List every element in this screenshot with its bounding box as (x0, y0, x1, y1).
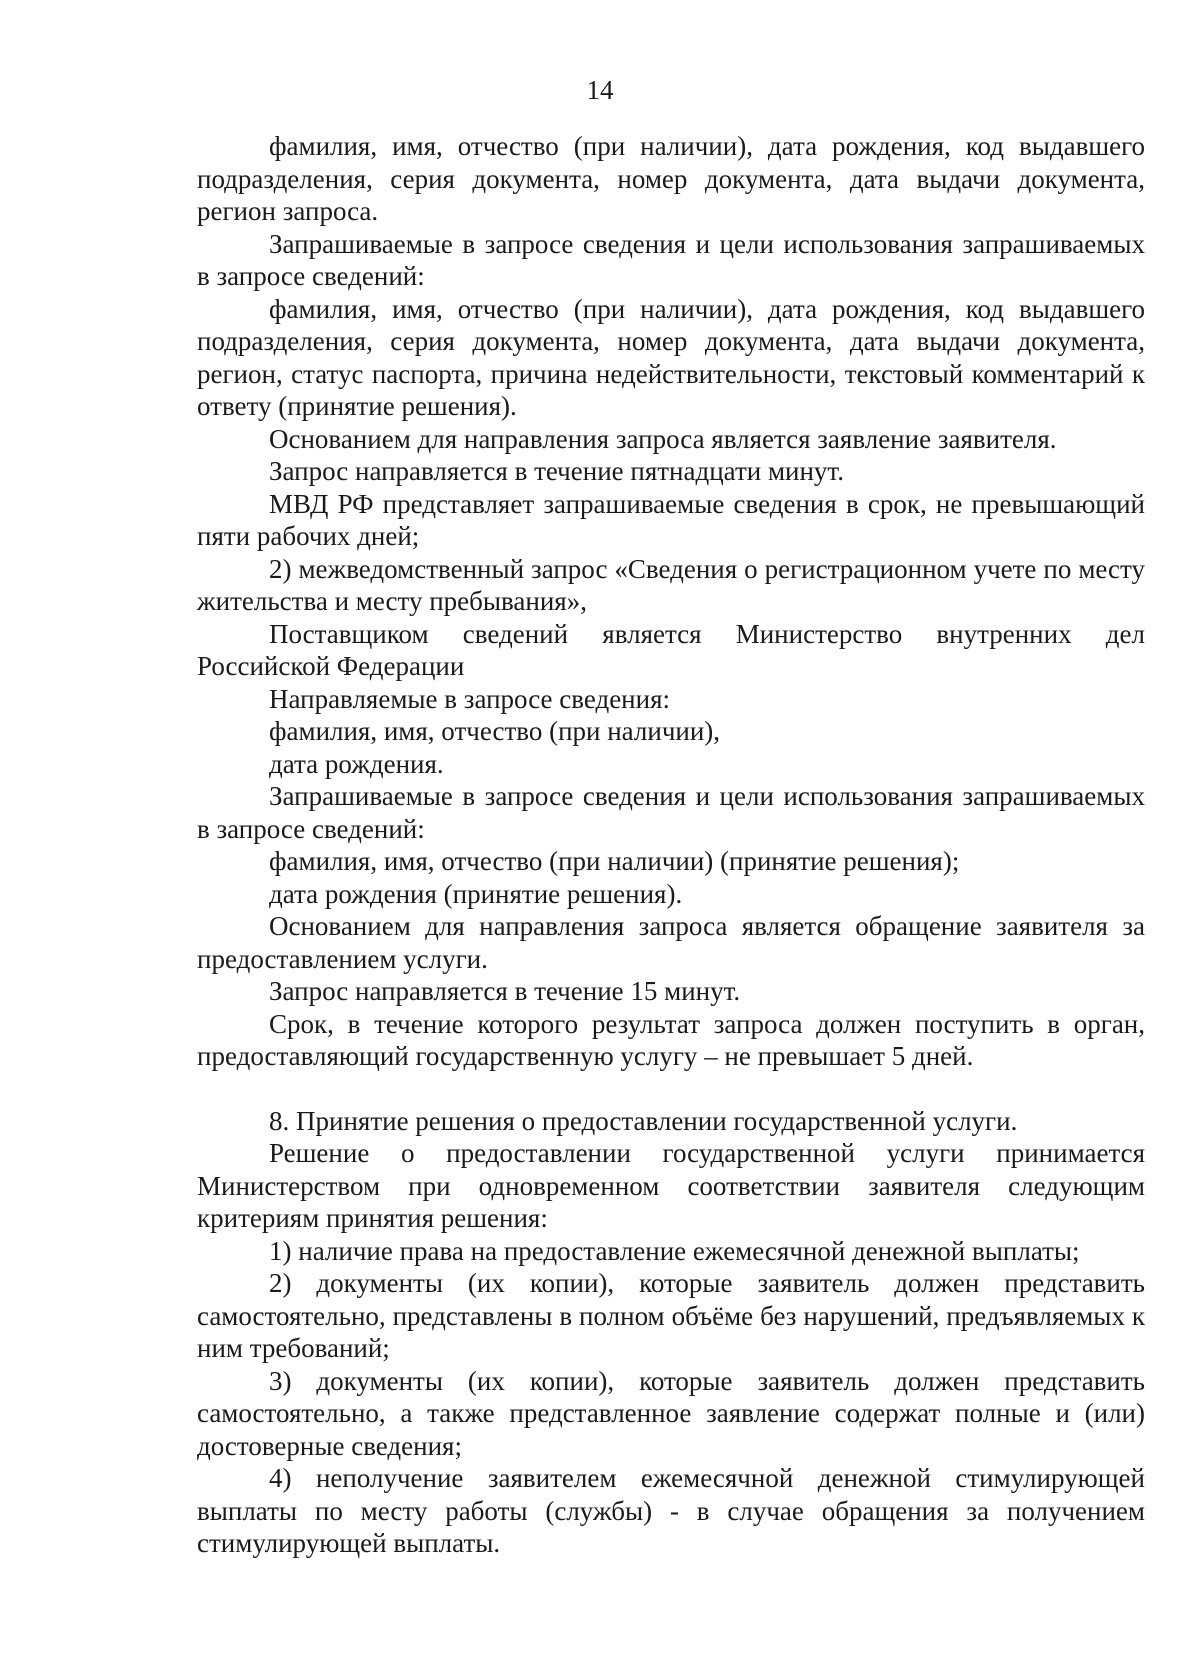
section-heading: 8. Принятие решения о предоставлении государственной услуги. (269, 1105, 1018, 1136)
document-body (197, 130, 1145, 1560)
paragraph: Запрос направляется в течение 15 минут. (269, 976, 741, 1006)
paragraph: МВД РФ представляет запрашиваемые сведения в срок, не превышающий пяти рабочих дней; (197, 488, 1145, 551)
paragraph: 1) наличие права на предоставление ежемесячной денежной выплаты; (269, 1235, 1080, 1266)
paragraph: Решение о предоставлении государственной услуги принимается Министерством при одновременном соответствии заявителя следующим критериям принятия решения: (197, 1138, 1145, 1233)
paragraph: Направляемые в запросе сведения: (269, 683, 670, 714)
paragraph: Поставщиком сведений является Министерство внутренних дел Российской Федерации (197, 618, 1145, 681)
paragraph: фамилия, имя, отчество (при наличии), (269, 716, 721, 746)
paragraph: 4) неполучение заявителем ежемесячной денежной стимулирующей выплаты по месту работы (службы) - в случае обращения за получением стимулирующей выплаты. (197, 1463, 1145, 1558)
page-number: 14 (586, 75, 614, 105)
paragraph: Срок, в течение которого результат запроса должен поступить в орган, предоставляющий государственную услугу – не превышает 5 дней. (197, 1008, 1145, 1071)
paragraph: Основанием для направления запроса является обращение заявителя за предоставлением услуги. (197, 911, 1145, 974)
paragraph: Запрашиваемые в запросе сведения и цели использования запрашиваемых в запросе сведений: (197, 781, 1145, 844)
paragraph: 2) документы (их копии), которые заявитель должен представить самостоятельно, представлены в полном объёме без нарушений, предъявляемых к ним требований; (197, 1268, 1145, 1363)
paragraph: Запрос направляется в течение пятнадцати минут. (269, 456, 844, 486)
paragraph: 2) межведомственный запрос «Сведения о регистрационном учете по месту жительства и месту пребывания», (197, 553, 1145, 616)
paragraph: 3) документы (их копии), которые заявитель должен представить самостоятельно, а также представленное заявление содержат полные и (или) достоверные сведения; (197, 1365, 1145, 1461)
paragraph: фамилия, имя, отчество (при наличии), дата рождения, код выдавшего подразделения, серия документа, номер документа, дата выдачи документа, регион, статус паспорта, причина недействительности, текстовый комментарий к ответу (принятие решения). (197, 293, 1145, 421)
paragraph: дата рождения (принятие решения). (269, 878, 683, 909)
paragraph: фамилия, имя, отчество (при наличии) (принятие решения); (269, 846, 960, 876)
paragraph: Запрашиваемые в запросе сведения и цели использования запрашиваемых в запросе сведений: (197, 228, 1145, 291)
paragraph: Основанием для направления запроса является заявление заявителя. (269, 423, 1057, 454)
paragraph: дата рождения. (269, 748, 444, 779)
paragraph: фамилия, имя, отчество (при наличии), дата рождения, код выдавшего подразделения, серия документа, номер документа, дата выдачи документа, регион запроса. (197, 131, 1145, 226)
